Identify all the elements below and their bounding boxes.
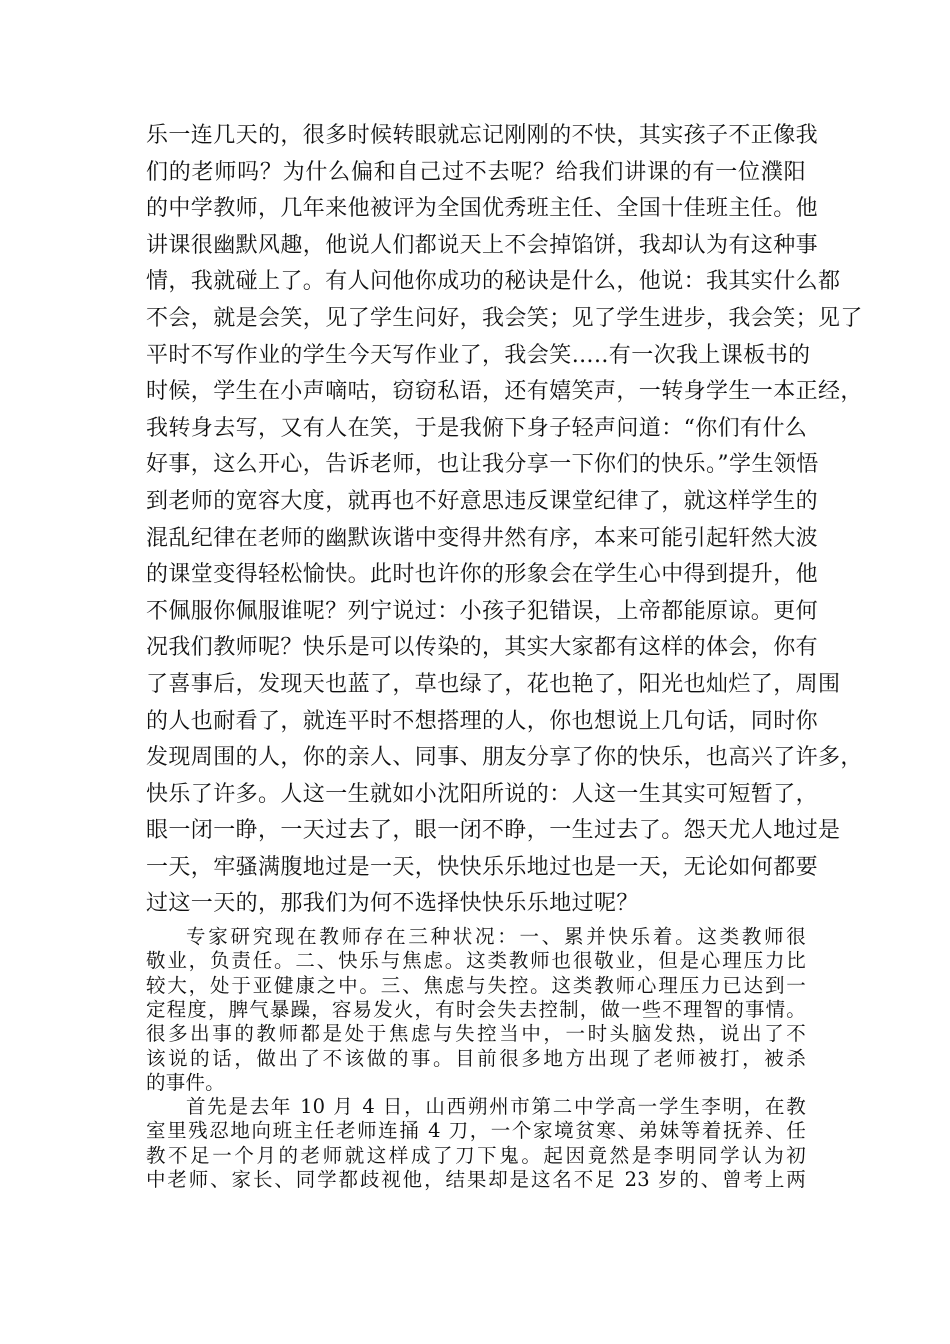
text-line: 一天，牢骚满腹地过是一天，快快乐乐地过也是一天，无论如何都要	[146, 854, 819, 880]
text-line: 室里残忍地向班主任老师连捅 4 刀，一个家境贫寒、弟妹等着抚养、任	[146, 1119, 806, 1143]
text-line: 们的老师吗？为什么偏和自己过不去呢？给我们讲课的有一位濮阳	[146, 159, 806, 185]
text-line: 况我们教师呢？快乐是可以传染的，其实大家都有这样的体会，你有	[146, 635, 819, 661]
text-line: 时候，学生在小声嘀咕，窃窃私语，还有嬉笑声，一转身学生一本正经，	[146, 379, 863, 405]
text-line: 该说的话，做出了不该做的事。目前很多地方出现了老师被打，被杀	[146, 1046, 806, 1070]
paragraph-teacher-happiness	[146, 118, 863, 923]
text-line: 不佩服你佩服谁呢？列宁说过：小孩子犯错误，上帝都能原谅。更何	[146, 598, 819, 624]
text-line: 的课堂变得轻松愉快。此时也许你的形象会在学生心中得到提升，他	[146, 562, 819, 588]
text-line: 教不足一个月的老师就这样成了刀下鬼。起因竟然是李明同学认为初	[146, 1143, 806, 1167]
text-line: 乐一连几天的，很多时候转眼就忘记刚刚的不快，其实孩子不正像我	[146, 123, 819, 148]
text-line: 了喜事后，发现天也蓝了，草也绿了，花也艳了，阳光也灿烂了，周围	[146, 671, 841, 697]
text-line: 情，我就碰上了。有人问他你成功的秘诀是什么，他说：我其实什么都	[146, 269, 841, 295]
text-line: 的人也耐看了，就连平时不想搭理的人，你也想说上几句话，同时你	[146, 708, 819, 734]
paragraph-incident	[146, 1095, 806, 1192]
paragraph-teacher-states	[146, 925, 806, 1095]
text-line: 较大，处于亚健康之中。三、焦虑与失控。这类教师心理压力已达到一	[146, 973, 806, 997]
text-line: 发现周围的人，你的亲人、同事、朋友分享了你的快乐，也高兴了许多，	[146, 745, 863, 771]
text-line: 讲课很幽默风趣，他说人们都说天上不会掉馅饼，我却认为有这种事	[146, 232, 819, 258]
text-line: 我转身去写，又有人在笑，于是我俯下身子轻声问道：“你们有什么	[146, 415, 808, 441]
text-line: 专家研究现在教师存在三种状况：一、累并快乐着。这类教师很	[186, 925, 806, 949]
text-line: 的中学教师，几年来他被评为全国优秀班主任、全国十佳班主任。他	[146, 196, 819, 222]
text-line: 好事，这么开心，告诉老师，也让我分享一下你们的快乐。”学生领悟	[146, 452, 819, 478]
text-line: 平时不写作业的学生今天写作业了，我会笑…..有一次我上课板书的	[146, 342, 811, 368]
text-line: 很多出事的教师都是处于焦虑与失控当中，一时头脑发热，说出了不	[146, 1022, 806, 1046]
document-page	[146, 118, 863, 1192]
text-line: 快乐了许多。人这一生就如小沈阳所说的：人这一生其实可短暂了，	[146, 781, 819, 807]
text-line: 首先是去年 10 月 4 日，山西朔州市第二中学高一学生李明，在教	[186, 1095, 806, 1119]
text-line: 定程度，脾气暴躁，容易发火，有时会失去控制，做一些不理智的事情。	[146, 997, 806, 1021]
text-line: 混乱纪律在老师的幽默诙谐中变得井然有序，本来可能引起轩然大波	[146, 525, 819, 551]
text-line: 的事件。	[146, 1070, 225, 1094]
text-line: 眼一闭一睁，一天过去了，眼一闭不睁，一生过去了。怨天尤人地过是	[146, 818, 841, 844]
text-line: 过这一天的，那我们为何不选择快快乐乐地过呢？	[146, 891, 639, 917]
text-line: 不会，就是会笑，见了学生问好，我会笑；见了学生进步，我会笑；见了	[146, 305, 863, 331]
text-line: 中老师、家长、同学都歧视他，结果却是这名不足 23 岁的、曾考上两	[146, 1168, 806, 1192]
text-line: 到老师的宽容大度，就再也不好意思违反课堂纪律了，就这样学生的	[146, 488, 819, 514]
text-line: 敬业，负责任。二、快乐与焦虑。这类教师也很敬业，但是心理压力比	[146, 949, 806, 973]
